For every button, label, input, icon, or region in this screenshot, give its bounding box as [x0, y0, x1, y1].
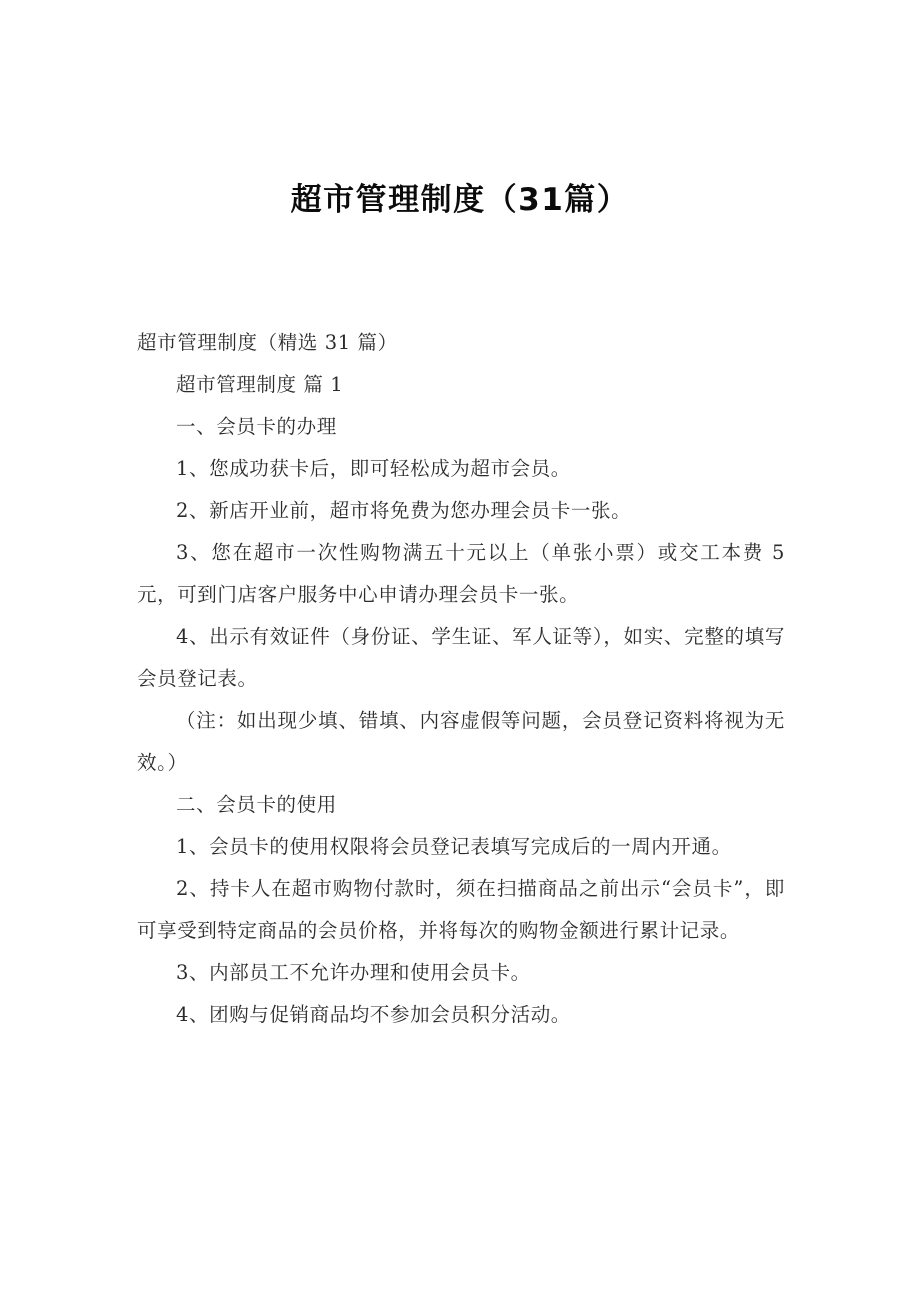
paragraph-item-2-4: 4、团购与促销商品均不参加会员积分活动。 [176, 1003, 571, 1026]
paragraph-item-1-2: 2、新店开业前，超市将免费为您办理会员卡一张。 [176, 499, 632, 522]
paragraph-item-1-4: 4、出示有效证件（身份证、学生证、军人证等），如实、完整的填写会员登记表。 [137, 625, 785, 690]
paragraph-note-1: （注：如出现少填、错填、内容虚假等问题，会员登记资料将视为无效。） [137, 709, 785, 774]
document-body [137, 322, 792, 1036]
paragraph-item-1-1: 1、您成功获卡后，即可轻松成为超市会员。 [176, 457, 571, 480]
page-title: 超市管理制度（31篇） [290, 181, 630, 218]
paragraph-item-1-3: 3、您在超市一次性购物满五十元以上（单张小票）或交工本费 5 元，可到门店客户服务中心申请办理会员卡一张。 [137, 541, 792, 606]
paragraph-section-heading-1: 超市管理制度 篇 1 [176, 373, 344, 396]
paragraph-item-2-2: 2、持卡人在超市购物付款时，须在扫描商品之前出示“会员卡”，即可享受到特定商品的会员价格，并将每次的购物金额进行累计记录。 [137, 877, 785, 942]
paragraph-collection-heading: 超市管理制度（精选 31 篇） [137, 331, 398, 354]
paragraph-item-2-1: 1、会员卡的使用权限将会员登记表填写完成后的一周内开通。 [176, 835, 732, 858]
paragraph-heading-card-usage: 二、会员卡的使用 [176, 793, 337, 816]
paragraph-heading-card-application: 一、会员卡的办理 [176, 415, 337, 438]
paragraph-item-2-3: 3、内部员工不允许办理和使用会员卡。 [176, 961, 531, 984]
